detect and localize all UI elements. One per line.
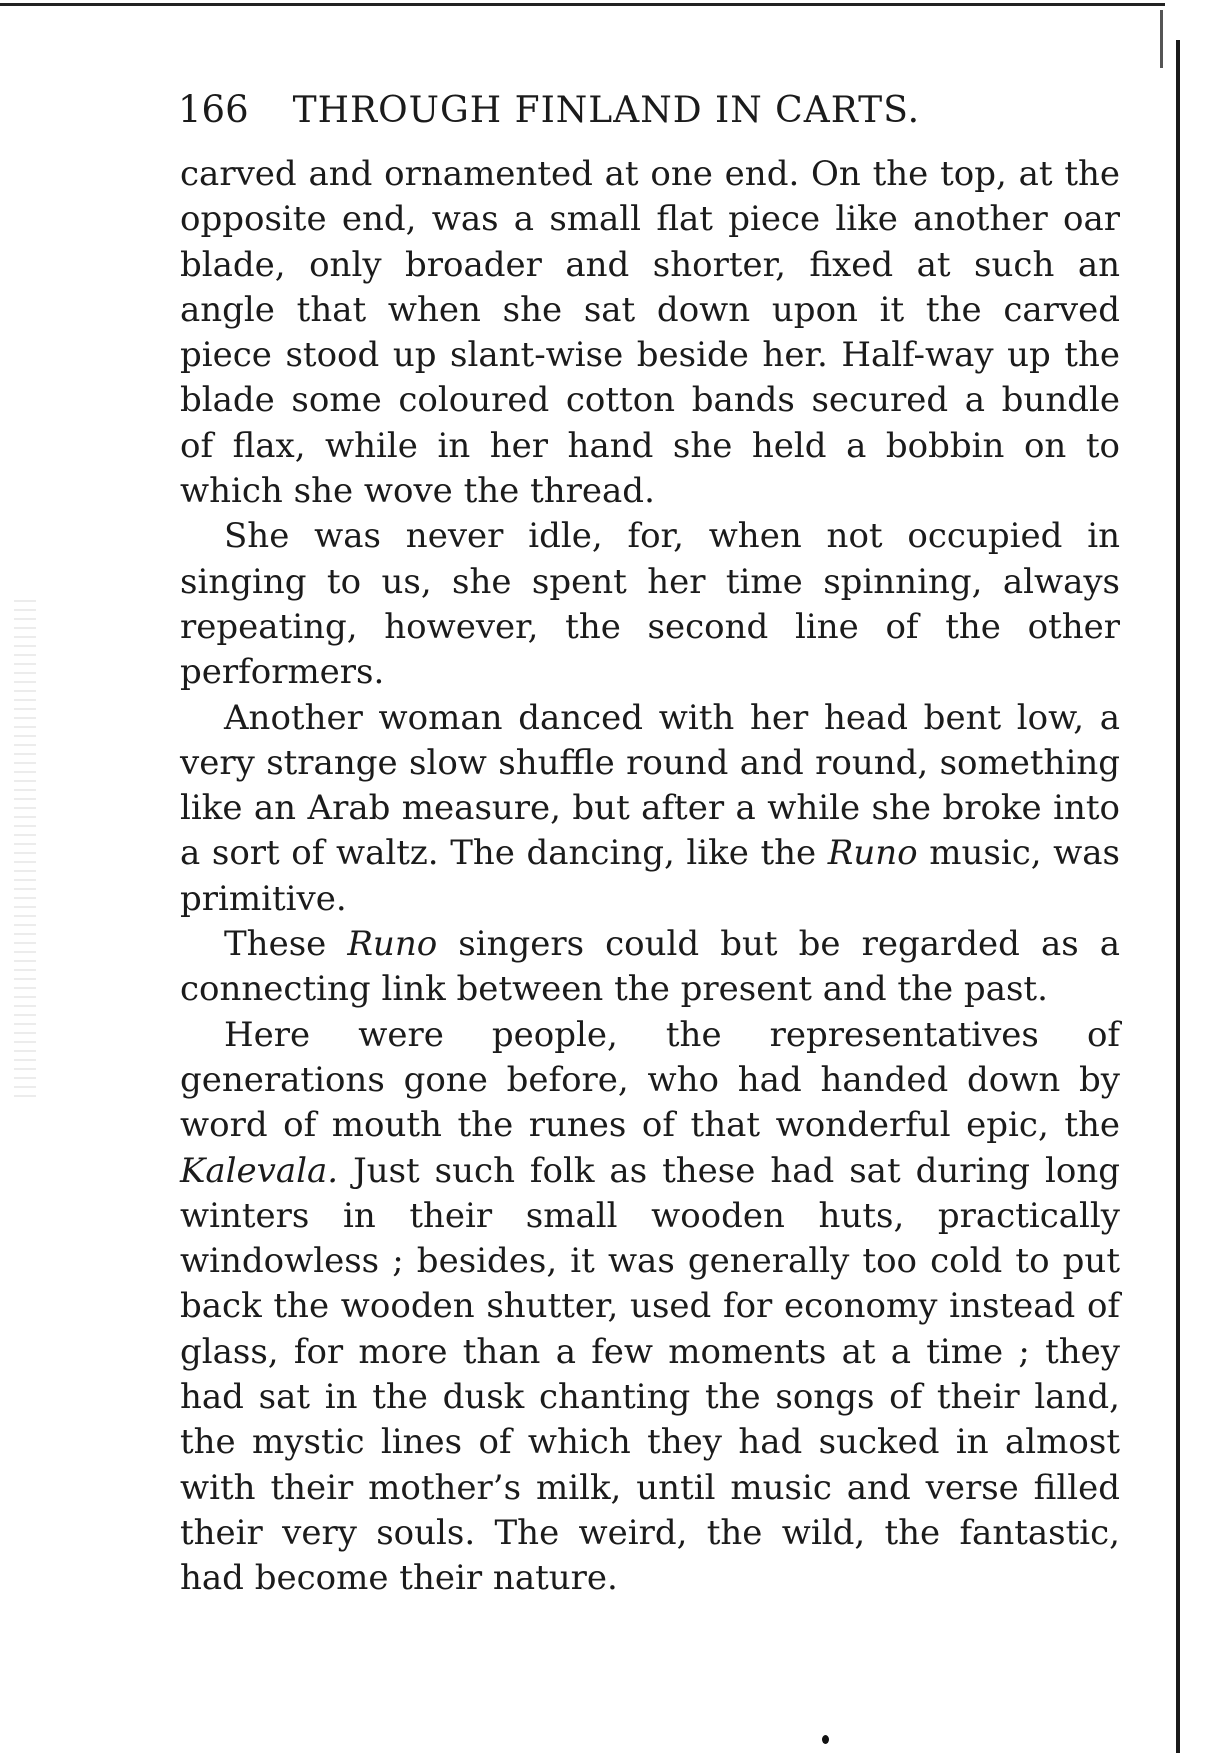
paragraph-3-text-a: Another woman danced with her head bent low, a very strange slow shuffle round and round, something like an Arab measure, but after a while she broke into a sort of waltz. The dancing, like the	[180, 697, 1120, 874]
left-margin-scan-specks	[14, 600, 36, 1100]
paragraph-5	[180, 1013, 1120, 1602]
paragraph-4	[180, 922, 1120, 1013]
paragraph-4-text-a: These	[224, 924, 348, 965]
top-page-edge-rule	[0, 3, 1165, 6]
paragraph-5-kalevala: Kalevala.	[180, 1150, 339, 1191]
right-page-edge-rule	[1176, 40, 1180, 1753]
paragraph-4-runo: Runo	[347, 924, 438, 965]
right-edge-mark	[1160, 10, 1163, 68]
paragraph-2-text: She was never idle, for, when not occupied in singing to us, she spent her time spinning, always repeating, however, the second line of the other performers.	[180, 516, 1120, 693]
running-title: THROUGH FINLAND IN CARTS.	[292, 90, 921, 131]
paragraph-2	[180, 514, 1120, 695]
paragraph-1	[180, 152, 1120, 514]
paragraph-3	[180, 696, 1120, 922]
paragraph-1-text: carved and ornamented at one end. On the top, at the opposite end, was a small flat piece like another oar blade, only broader and shorter, fixed at such an angle that when she sat down upon it the carved piece stood up slant-wise beside her. Half-way up the blade some coloured cotton bands secured a bundle of flax, while in her hand she held a bobbin on to which she wove the thread.	[180, 154, 1120, 512]
paragraph-5-text-a: Here were people, the representatives of generations gone before, who had handed down by word of mouth the runes of that wonderful epic, the	[180, 1014, 1120, 1146]
body-text	[180, 152, 1120, 1602]
paragraph-3-runo: Runo	[827, 833, 918, 874]
page-number: 166	[178, 88, 249, 131]
page-header	[178, 88, 920, 142]
footer-ink-mark	[822, 1735, 829, 1744]
paragraph-3-text-b: music, was primitive.	[180, 833, 1120, 919]
paragraph-4-text-b: singers could but be regarded as a connecting link between the present and the past.	[180, 924, 1120, 1010]
paragraph-5-text-b: Just such folk as these had sat during long winters in their small wooden huts, practically windowless ; besides, it was generally too cold to put back the wooden shutter, used for economy instead of glass, for more than a few moments at a time ; they had sat in the dusk chanting the songs of their land, the mystic lines of which they had sucked in almost with their mother’s milk, until music and verse filled their very souls. The weird, the wild, the fantastic, had become their nature.	[180, 1150, 1120, 1599]
